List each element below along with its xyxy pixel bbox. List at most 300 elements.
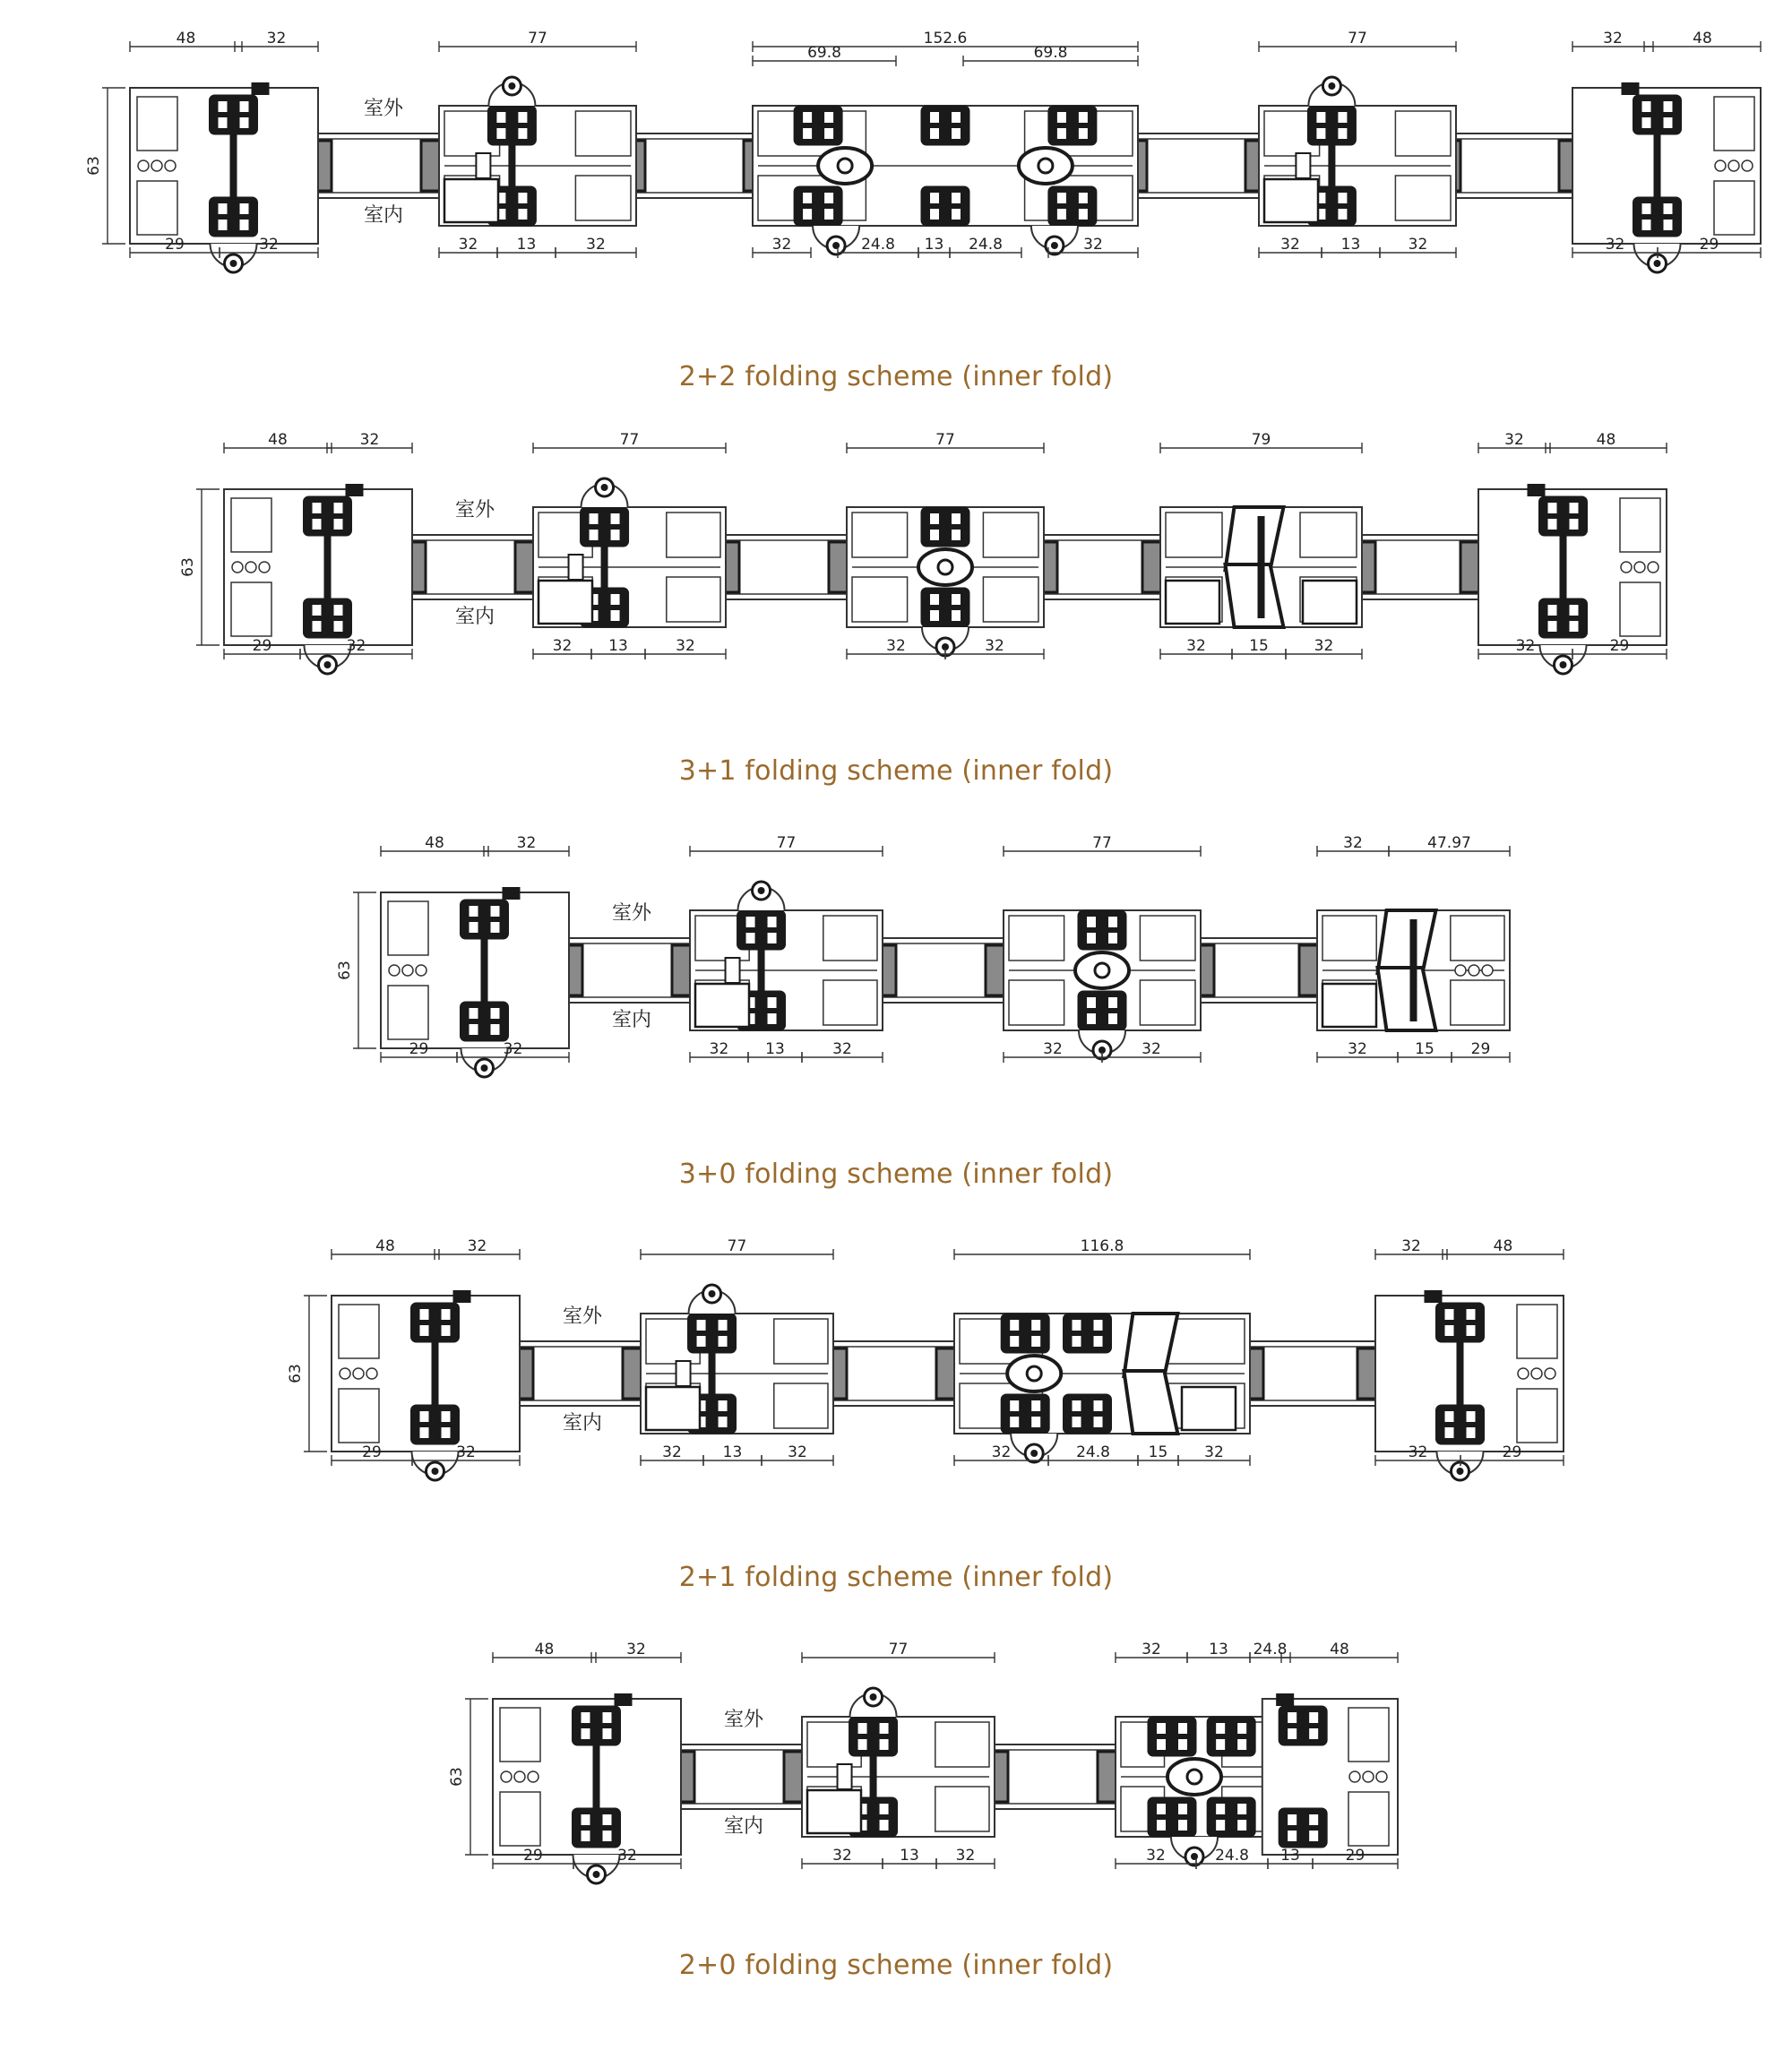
profile-scheme-0-3-stile (1328, 145, 1335, 186)
scheme-0-bottom-dim-0-label: 29 (165, 236, 185, 254)
profile-scheme-3-3-roller-bottom-body (1436, 1405, 1485, 1444)
profile-scheme-3-0-roller-bottom-cell (442, 1427, 451, 1438)
profile-scheme-1-4-roller-top-cell (1548, 503, 1557, 513)
profile-scheme-0-4-chamber (1714, 97, 1754, 151)
scheme-3-bottom-dim-8-label: 32 (1204, 1443, 1224, 1461)
profile-scheme-1-2-roller-bottom-cell (952, 610, 961, 621)
profile-scheme-1-0-roller-bottom-cell (334, 621, 343, 632)
profile-scheme-3-3-roller-top-body (1436, 1303, 1485, 1342)
profile-scheme-4-2-roller-top-c-cell (1288, 1728, 1297, 1739)
profile-scheme-3-0-drain (340, 1368, 350, 1379)
scheme-1-bottom-dim-9-label: 32 (1314, 637, 1334, 655)
profile-scheme-4-0-clip (615, 1693, 633, 1706)
scheme-1-bottom-dim-10-label: 32 (1515, 637, 1536, 655)
profile-scheme-1-0-roller-top-cell (313, 519, 322, 530)
scheme-3-bottom-dim-7-label: 15 (1148, 1443, 1168, 1461)
profile-scheme-3-1-stile (709, 1353, 716, 1394)
profile-scheme-4-0-roller-top-cell (582, 1728, 590, 1739)
scheme-3-bottom-dim-10-label: 29 (1502, 1443, 1522, 1461)
profile-scheme-4-0-roller-bottom-body (573, 1808, 621, 1848)
profile-scheme-0-0-roller-bottom-cell (240, 203, 249, 214)
profile-scheme-1-4-drain (1621, 562, 1632, 573)
profile-scheme-3-3-roller-top-cell (1445, 1325, 1454, 1336)
profile-scheme-1-0-roller-top-cell (313, 503, 322, 513)
profile-scheme-0-3-lock (1296, 153, 1310, 178)
profile-scheme-1-0-drain (246, 562, 256, 573)
profile-scheme-4-2-roller-top-c-cell (1288, 1712, 1297, 1723)
profile-scheme-3-3-roller-bottom-cell (1467, 1427, 1476, 1438)
profile-scheme-1-4-chamber (1620, 498, 1660, 552)
profile-scheme-0-2-roller-top-0-cell (803, 128, 812, 139)
profile-scheme-3-2-roller-bottom-a-body (1001, 1394, 1049, 1434)
profile-scheme-1-2-box-chamber (983, 577, 1038, 622)
profile-scheme-0-0-roller-bottom-cell (219, 203, 228, 214)
profile-scheme-1-4-roller-bottom-cell (1570, 621, 1579, 632)
profile-scheme-0-2-roller-bottom-1-body (921, 186, 969, 226)
scheme-0-height-dim-label: 63 (85, 156, 103, 176)
profile-scheme-4-2-roller-top-c-cell (1309, 1728, 1318, 1739)
scheme-2-indoor-label: 室内 (611, 1009, 652, 1031)
profile-scheme-4-2-roller-top-b-cell (1237, 1723, 1246, 1734)
profile-scheme-2-0-clip (503, 887, 521, 900)
profile-scheme-0-2-roller-top-2-cell (1057, 128, 1066, 139)
profile-scheme-1-0-roller-top-cell (334, 519, 343, 530)
profile-scheme-2-0-chamber (388, 986, 428, 1039)
profile-scheme-0-0-roller-top-cell (219, 117, 228, 128)
profile-scheme-1-0-roller-top-body (304, 496, 352, 536)
scheme-4-height-dim-label: 63 (448, 1767, 466, 1787)
profile-scheme-3-2-roller-top-b-cell (1073, 1320, 1081, 1331)
scheme-2-1-drawing (0, 1237, 1792, 1656)
profile-scheme-0-2-roller-bottom-1-cell (930, 209, 939, 220)
scheme-0-top-dim-8-label: 48 (1693, 30, 1712, 47)
scheme-4-bottom-dim-2-label: 32 (832, 1847, 852, 1865)
profile-scheme-4-0-pivot-pin-core (593, 1871, 600, 1878)
profile-scheme-4-2-pivot-pin-core (1191, 1853, 1198, 1860)
profile-scheme-1-3-handle-b (1303, 581, 1357, 624)
profile-scheme-0-2-roller-bottom-2-cell (1079, 209, 1088, 220)
profile-scheme-4-2-drain (1363, 1771, 1374, 1782)
profile-scheme-0-3-roller-top-cell (1338, 128, 1347, 139)
profile-scheme-1-4-roller-top-cell (1548, 519, 1557, 530)
profile-scheme-4-2-clip (1276, 1693, 1294, 1706)
scheme-0-top-dim-7-label: 32 (1603, 30, 1623, 47)
profile-scheme-0-2-roller-bottom-2-cell (1079, 193, 1088, 203)
profile-scheme-0-0-drain (165, 160, 176, 171)
profile-scheme-3-3-drain (1518, 1368, 1529, 1379)
profile-scheme-2-2-roller-top-cell (1087, 917, 1096, 927)
profile-scheme-0-0-drain (151, 160, 162, 171)
scheme-1-bottom-dim-3-label: 13 (608, 637, 628, 655)
profile-scheme-0-2-roller-top-0-body (794, 106, 842, 145)
profile-scheme-2-0-roller-bottom-cell (470, 1024, 478, 1035)
scheme-0-bottom-dim-4-label: 32 (586, 236, 606, 254)
profile-scheme-3-1-roller-bottom-cell (719, 1417, 728, 1427)
profile-scheme-0-0-roller-top-cell (240, 101, 249, 112)
profile-scheme-4-2-roller-top-a-cell (1178, 1723, 1187, 1734)
profile-scheme-3-1-pivot-pin-core (709, 1290, 716, 1297)
profile-scheme-0-3-box-chamber (1395, 111, 1451, 156)
profile-scheme-0-2-roller-bottom-2-body (1048, 186, 1097, 226)
profile-scheme-1-4-roller-bottom-body (1539, 599, 1588, 638)
profile-scheme-3-3-roller-top-cell (1467, 1325, 1476, 1336)
scheme-0-top-dim-1-label: 32 (266, 30, 287, 47)
profile-scheme-0-4-drain (1728, 160, 1739, 171)
profile-scheme-1-4-roller-bottom-cell (1548, 605, 1557, 616)
profile-scheme-2-2-roller-top-body (1078, 910, 1126, 950)
profile-scheme-0-3-roller-top-cell (1316, 128, 1325, 139)
scheme-1-bottom-dim-1-label: 32 (346, 637, 366, 655)
profile-scheme-2-1-roller-top-cell (746, 933, 755, 943)
profile-scheme-0-4-roller-top-cell (1642, 101, 1651, 112)
profile-scheme-2-1-roller-bottom-cell (768, 1013, 777, 1024)
profile-scheme-3-0-roller-top-cell (420, 1309, 429, 1320)
profile-scheme-1-0-drain (259, 562, 270, 573)
profile-scheme-4-2-roller-bottom-a-cell (1178, 1804, 1187, 1814)
profile-scheme-1-4-clip (1528, 484, 1546, 496)
profile-scheme-4-2-roller-top-a-body (1148, 1717, 1196, 1756)
profile-scheme-1-4-roller-bottom-cell (1548, 621, 1557, 632)
profile-scheme-0-0-roller-bottom-cell (240, 220, 249, 230)
scheme-1-bottom-dim-8-label: 15 (1249, 637, 1269, 655)
scheme-0-bottom-dim-10-label: 32 (1280, 236, 1300, 254)
scheme-0-top-dim-0-label: 48 (176, 30, 196, 47)
scheme-2-outdoor-label: 室外 (611, 902, 652, 925)
profile-scheme-2-2-roller-top-cell (1108, 917, 1117, 927)
profile-scheme-2-0-roller-top-cell (491, 906, 500, 917)
profile-scheme-1-2-roller-top-cell (952, 513, 961, 524)
profile-scheme-4-2-chamber (1348, 1708, 1389, 1762)
profile-scheme-4-0-drain (501, 1771, 512, 1782)
profile-scheme-4-1-pivot-pin-core (870, 1693, 877, 1701)
scheme-1-top-dim-2-label: 77 (619, 431, 640, 449)
caption-2-2: 2+2 folding scheme (inner fold) (678, 361, 1114, 392)
profile-scheme-4-0-drain (514, 1771, 525, 1782)
profile-scheme-4-2-roller-bottom-a-cell (1157, 1820, 1166, 1831)
scheme-4-indoor-label: 室内 (723, 1815, 764, 1838)
profile-scheme-3-2-hardware-hub (1027, 1366, 1041, 1381)
profile-scheme-0-2-roller-bottom-0-body (794, 186, 842, 226)
scheme-2-bottom-dim-5-label: 32 (1043, 1040, 1063, 1058)
scheme-1-bottom-dim-0-label: 29 (252, 637, 272, 655)
profile-scheme-4-2-roller-bottom-c-cell (1309, 1814, 1318, 1825)
scheme-2-bottom-dim-7-label: 32 (1348, 1040, 1367, 1058)
profile-scheme-2-0-roller-bottom-body (461, 1002, 509, 1041)
profile-scheme-2-0-roller-top-cell (470, 906, 478, 917)
profile-scheme-4-1-lock (838, 1764, 852, 1789)
profile-scheme-3-0-roller-top-cell (442, 1325, 451, 1336)
profile-scheme-3-0-chamber (339, 1305, 379, 1358)
profile-scheme-4-0-roller-bottom-cell (603, 1814, 612, 1825)
profile-scheme-3-2-roller-top-a-cell (1010, 1320, 1019, 1331)
profile-scheme-3-3-roller-top-cell (1445, 1309, 1454, 1320)
scheme-4-bottom-dim-3-label: 13 (900, 1847, 919, 1865)
profile-scheme-3-0-roller-top-cell (442, 1309, 451, 1320)
profile-scheme-2-3-box-chamber (1451, 980, 1504, 1025)
profile-scheme-3-2-roller-bottom-a-cell (1010, 1400, 1019, 1411)
profile-scheme-0-4-roller-bottom-cell (1642, 203, 1651, 214)
scheme-1-top-dim-4-label: 79 (1251, 431, 1271, 449)
profile-scheme-0-4-roller-top-cell (1664, 117, 1673, 128)
scheme-4-top-dim-5-label: 24.8 (1253, 1641, 1288, 1658)
scheme-2-top-dim-5-label: 47.97 (1427, 834, 1471, 852)
scheme-0-bottom-dim-8-label: 24.8 (969, 236, 1003, 254)
profile-scheme-4-1-roller-top-body (849, 1717, 898, 1756)
profile-scheme-4-0-roller-bottom-cell (603, 1831, 612, 1841)
scheme-3-top-dim-3-label: 116.8 (1080, 1237, 1124, 1255)
profile-scheme-0-2-roller-top-2-cell (1057, 112, 1066, 123)
profile-scheme-4-2-roller-top-c-cell (1309, 1712, 1318, 1723)
scheme-1-bottom-dim-11-label: 29 (1609, 637, 1630, 655)
profile-scheme-2-2-box-chamber (1140, 916, 1195, 961)
scheme-3-top-dim-5-label: 48 (1493, 1237, 1513, 1255)
scheme-1-top-dim-6-label: 48 (1596, 431, 1616, 449)
profile-scheme-3-3-pivot-pin-core (1457, 1468, 1464, 1475)
profile-scheme-4-0-roller-bottom-cell (582, 1831, 590, 1841)
scheme-2-bottom-dim-0-label: 29 (409, 1040, 429, 1058)
profile-scheme-1-2-roller-bottom-body (921, 588, 969, 627)
profile-scheme-1-1-roller-top-cell (590, 513, 599, 524)
scheme-0-bottom-dim-12-label: 32 (1408, 236, 1428, 254)
profile-scheme-0-2-roller-bottom-2-cell (1057, 193, 1066, 203)
scheme-1-top-dim-3-label: 77 (935, 431, 955, 449)
profile-scheme-3-1-roller-top-cell (719, 1336, 728, 1347)
scheme-1-top-dim-5-label: 32 (1504, 431, 1524, 449)
scheme-4-top-dim-0-label: 48 (534, 1641, 555, 1658)
profile-scheme-0-4-roller-top-cell (1664, 101, 1673, 112)
profile-scheme-0-0-roller-top-cell (219, 101, 228, 112)
scheme-3-height-dim-label: 63 (287, 1364, 305, 1383)
scheme-2-0-drawing (0, 1641, 1792, 2059)
profile-scheme-3-3-roller-bottom-cell (1467, 1411, 1476, 1422)
profile-scheme-2-3-drain (1482, 965, 1493, 976)
profile-scheme-1-0-pivot-pin-core (324, 661, 332, 668)
scheme-0-bottom-dim-2-label: 32 (458, 236, 478, 254)
profile-scheme-4-2-drain (1376, 1771, 1387, 1782)
scheme-2-top-dim-0-label: 48 (425, 834, 444, 852)
profile-scheme-2-2-roller-bottom-cell (1087, 1013, 1096, 1024)
profile-scheme-0-3-pivot-pin-core (1328, 82, 1335, 90)
profile-scheme-2-0-drain (402, 965, 413, 976)
profile-scheme-0-2-roller-bottom-1-cell (952, 209, 961, 220)
profile-scheme-4-0-chamber (500, 1792, 540, 1846)
profile-scheme-4-2-roller-bottom-b-cell (1237, 1804, 1246, 1814)
profile-scheme-4-2-roller-top-a-cell (1178, 1739, 1187, 1750)
scheme-3-indoor-label: 室内 (562, 1412, 603, 1434)
profile-scheme-4-2-roller-bottom-b-cell (1216, 1820, 1225, 1831)
profile-scheme-3-0-drain (366, 1368, 377, 1379)
profile-scheme-2-3-handle (1322, 984, 1376, 1027)
scheme-0-top-dim-5-label: 69.8 (1033, 44, 1068, 62)
profile-scheme-1-3-box-chamber (1300, 513, 1357, 557)
profile-scheme-3-0-pivot-pin-core (432, 1468, 439, 1475)
profile-scheme-0-4-roller-bottom-cell (1664, 203, 1673, 214)
profile-scheme-0-1-roller-bottom-cell (518, 209, 527, 220)
profile-scheme-3-0-stile (432, 1342, 439, 1405)
profile-scheme-0-2-roller-top-0-cell (824, 112, 833, 123)
scheme-2-bottom-dim-3-label: 13 (765, 1040, 785, 1058)
profile-scheme-2-0-pivot-pin-core (481, 1064, 488, 1072)
profile-scheme-4-1-roller-top-cell (858, 1739, 867, 1750)
profile-scheme-2-3-box-chamber (1322, 916, 1376, 961)
profile-scheme-0-2-roller-top-1-cell (930, 112, 939, 123)
profile-scheme-1-0-chamber (231, 582, 271, 636)
profile-scheme-1-1-roller-top-cell (611, 513, 620, 524)
profile-scheme-1-0-chamber (231, 498, 271, 552)
profile-scheme-4-2-roller-top-a-cell (1157, 1739, 1166, 1750)
profile-scheme-4-0-roller-top-body (573, 1706, 621, 1745)
profile-scheme-3-1-handle (646, 1387, 700, 1430)
profile-scheme-4-2-roller-top-a-cell (1157, 1723, 1166, 1734)
profile-scheme-0-2-roller-bottom-1-cell (952, 193, 961, 203)
profile-scheme-2-1-roller-bottom-cell (768, 997, 777, 1008)
profile-scheme-0-2-roller-top-1-cell (930, 128, 939, 139)
profile-scheme-1-0-clip (346, 484, 364, 496)
profile-scheme-1-0-roller-top-cell (334, 503, 343, 513)
profile-scheme-4-2-roller-bottom-a-body (1148, 1797, 1196, 1837)
profile-scheme-2-2-box-chamber (1009, 980, 1064, 1025)
profile-scheme-4-2-roller-bottom-b-body (1207, 1797, 1255, 1837)
scheme-3-0-drawing (0, 834, 1792, 1253)
profile-scheme-3-1-box-chamber (774, 1319, 828, 1364)
scheme-2-top-dim-3-label: 77 (1092, 834, 1112, 852)
profile-scheme-1-1-handle (538, 581, 592, 624)
profile-scheme-0-0-roller-bottom-body (210, 197, 258, 237)
profile-scheme-3-0-roller-bottom-cell (420, 1427, 429, 1438)
profile-scheme-1-4-roller-top-cell (1570, 519, 1579, 530)
profile-scheme-1-1-lock (569, 555, 583, 580)
profile-scheme-0-2-roller-bottom-0-cell (824, 193, 833, 203)
profile-scheme-0-4-roller-bottom-cell (1642, 220, 1651, 230)
profile-scheme-0-0-roller-top-cell (240, 117, 249, 128)
profile-scheme-1-1-roller-top-cell (590, 530, 599, 540)
profile-scheme-2-0-roller-top-cell (491, 922, 500, 933)
scheme-0-top-dim-4-label: 69.8 (807, 44, 841, 62)
profile-scheme-0-1-roller-bottom-cell (518, 193, 527, 203)
profile-scheme-2-0-stile (481, 939, 488, 1002)
profile-scheme-1-4-drain (1634, 562, 1645, 573)
profile-scheme-3-2-roller-top-b-body (1064, 1314, 1112, 1353)
profile-scheme-1-2-roller-bottom-cell (930, 610, 939, 621)
scheme-3-bottom-dim-0-label: 29 (362, 1443, 382, 1461)
scheme-2-bottom-dim-9-label: 29 (1470, 1040, 1491, 1058)
profile-scheme-2-1-roller-top-cell (746, 917, 755, 927)
scheme-2-top-dim-4-label: 32 (1343, 834, 1363, 852)
profile-scheme-1-0-roller-bottom-cell (313, 621, 322, 632)
profile-scheme-1-2-roller-bottom-cell (952, 594, 961, 605)
profile-scheme-1-3-box-chamber (1166, 513, 1222, 557)
profile-scheme-3-3-chamber (1517, 1389, 1557, 1443)
profile-scheme-1-2-hardware-hub (938, 560, 952, 574)
profile-scheme-2-0-drain (389, 965, 400, 976)
profile-scheme-3-0-chamber (339, 1389, 379, 1443)
scheme-2-bottom-dim-6-label: 32 (1142, 1040, 1161, 1058)
scheme-3-top-dim-4-label: 32 (1401, 1237, 1421, 1255)
profile-scheme-3-2-roller-bottom-b-cell (1073, 1417, 1081, 1427)
scheme-0-indoor-label: 室内 (363, 204, 404, 227)
profile-scheme-0-2-roller-top-0-cell (824, 128, 833, 139)
profile-scheme-0-3-roller-top-cell (1338, 112, 1347, 123)
profile-scheme-1-0-roller-bottom-cell (313, 605, 322, 616)
profile-scheme-0-2-roller-top-1-cell (952, 128, 961, 139)
profile-scheme-0-2-roller-bottom-0-cell (824, 209, 833, 220)
profile-scheme-4-2-drain (1349, 1771, 1360, 1782)
scheme-2-bottom-dim-8-label: 15 (1415, 1040, 1434, 1058)
profile-scheme-4-0-roller-bottom-cell (582, 1814, 590, 1825)
profile-scheme-4-2-roller-bottom-b-cell (1237, 1820, 1246, 1831)
scheme-0-bottom-dim-6-label: 24.8 (861, 236, 895, 254)
profile-scheme-0-0-chamber (137, 181, 177, 235)
profile-scheme-0-2-roller-top-1-body (921, 106, 969, 145)
profile-scheme-0-1-roller-top-cell (518, 128, 527, 139)
profile-scheme-1-4-roller-top-body (1539, 496, 1588, 536)
profile-scheme-2-2-roller-top-cell (1087, 933, 1096, 943)
profile-scheme-2-2-roller-bottom-body (1078, 991, 1126, 1030)
profile-scheme-2-1-box-chamber (823, 980, 877, 1025)
profile-scheme-3-2-roller-bottom-b-cell (1073, 1400, 1081, 1411)
scheme-3-bottom-dim-6-label: 24.8 (1076, 1443, 1110, 1461)
profile-scheme-1-2-roller-bottom-cell (930, 594, 939, 605)
profile-scheme-0-2-roller-top-1-cell (952, 112, 961, 123)
scheme-1-bottom-dim-5-label: 32 (886, 637, 906, 655)
profile-scheme-2-1-handle (695, 984, 749, 1027)
profile-scheme-0-0-clip (252, 82, 270, 95)
scheme-3-bottom-dim-3-label: 13 (722, 1443, 743, 1461)
scheme-3-bottom-dim-2-label: 32 (662, 1443, 682, 1461)
profile-scheme-1-3-handle (1166, 581, 1219, 624)
profile-scheme-1-0-roller-bottom-body (304, 599, 352, 638)
scheme-4-bottom-dim-1-label: 32 (617, 1847, 637, 1865)
profile-scheme-0-4-chamber (1714, 181, 1754, 235)
profile-scheme-2-2-roller-bottom-cell (1087, 997, 1096, 1008)
profile-scheme-4-2-roller-bottom-a-cell (1178, 1820, 1187, 1831)
scheme-2-height-dim-label: 63 (336, 961, 354, 980)
profile-scheme-1-2-roller-top-cell (930, 513, 939, 524)
scheme-4-outdoor-label: 室外 (723, 1709, 764, 1731)
profile-scheme-0-3-handle (1264, 179, 1318, 222)
profile-scheme-0-1-box-chamber (575, 176, 631, 220)
scheme-4-bottom-dim-8-label: 29 (1345, 1847, 1366, 1865)
profile-scheme-0-4-pivot-pin-core (1654, 260, 1661, 267)
profile-scheme-0-3-roller-top-body (1307, 106, 1356, 145)
profile-scheme-3-3-roller-bottom-cell (1445, 1427, 1454, 1438)
profile-scheme-0-3-roller-bottom-cell (1338, 193, 1347, 203)
profile-scheme-3-3-chamber (1517, 1305, 1557, 1358)
scheme-4-bottom-dim-4-label: 32 (955, 1847, 976, 1865)
profile-scheme-0-1-pivot-pin-core (508, 82, 515, 90)
profile-scheme-2-1-box-chamber (823, 916, 877, 961)
scheme-4-top-dim-2-label: 77 (888, 1641, 909, 1658)
scheme-3-1-drawing (0, 431, 1792, 849)
scheme-0-outdoor-label: 室外 (363, 98, 404, 120)
scheme-3-bottom-dim-5-label: 32 (991, 1443, 1012, 1461)
scheme-0-bottom-dim-11-label: 13 (1340, 236, 1361, 254)
profile-scheme-3-2-roller-top-b-cell (1094, 1320, 1103, 1331)
profile-scheme-4-2-roller-top-b-cell (1216, 1723, 1225, 1734)
scheme-0-top-dim-3-label: 152.6 (923, 30, 968, 47)
profile-scheme-4-1-roller-bottom-cell (880, 1804, 889, 1814)
profile-scheme-0-1-roller-top-cell (496, 128, 505, 139)
profile-scheme-4-0-chamber (500, 1708, 540, 1762)
profile-scheme-0-4-drain (1715, 160, 1726, 171)
profile-scheme-3-2-roller-top-b-cell (1073, 1336, 1081, 1347)
profile-scheme-0-4-drain (1742, 160, 1753, 171)
profile-scheme-0-1-lock (476, 153, 490, 178)
profile-scheme-4-2-roller-bottom-c-cell (1309, 1831, 1318, 1841)
profile-scheme-1-1-roller-top-body (581, 507, 629, 547)
scheme-0-bottom-dim-9-label: 32 (1083, 236, 1103, 254)
profile-scheme-4-0-roller-top-cell (582, 1712, 590, 1723)
